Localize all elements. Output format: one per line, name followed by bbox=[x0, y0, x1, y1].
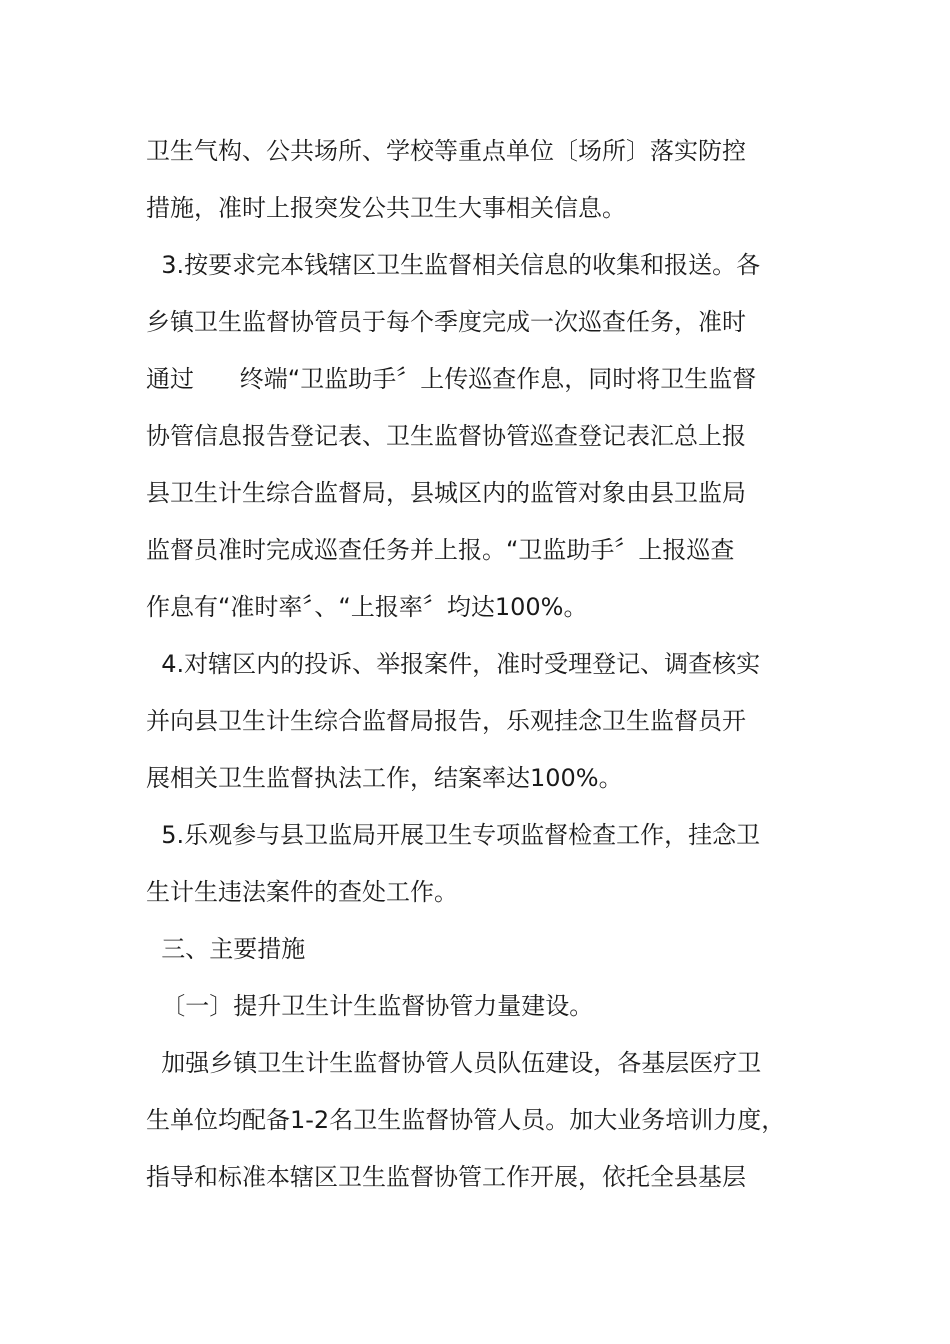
text-line: 作息有“准时率〞、“上报率〞均达100%。 bbox=[146, 593, 588, 621]
text-line: 4.对辖区内的投诉、举报案件，准时受理登记、调查核实 bbox=[146, 650, 761, 678]
text-line: 卫生气构、公共场所、学校等重点单位〔场所〕落实防控 bbox=[146, 137, 746, 165]
text-line: 展相关卫生监督执法工作，结案率达100%。 bbox=[146, 764, 623, 792]
text-line: 监督员准时完成巡查任务并上报。“卫监助手〞上报巡查 bbox=[146, 536, 735, 564]
section-heading: 三、主要措施 bbox=[146, 935, 306, 963]
text-line: 生单位均配备1-2名卫生监督协管人员。加大业务培训力度， bbox=[146, 1106, 786, 1134]
text-line: 生计生违法案件的查处工作。 bbox=[146, 878, 458, 906]
subsection-heading: 〔一〕提升卫生计生监督协管力量建设。 bbox=[146, 992, 594, 1020]
text-line: 并向县卫生计生综合监督局报告，乐观挂念卫生监督员开 bbox=[146, 707, 746, 735]
document-body bbox=[146, 128, 818, 1211]
text-line: 协管信息报告登记表、卫生监督协管巡查登记表汇总上报 bbox=[146, 422, 746, 450]
text-line: 措施，准时上报突发公共卫生大事相关信息。 bbox=[146, 194, 626, 222]
text-line: 乡镇卫生监督协管员于每个季度完成一次巡查任务，准时 bbox=[146, 308, 746, 336]
text-line: 指导和标准本辖区卫生监督协管工作开展，依托全县基层 bbox=[146, 1163, 746, 1191]
text-line: 县卫生计生综合监督局，县城区内的监管对象由县卫监局 bbox=[146, 479, 746, 507]
text-line: 加强乡镇卫生计生监督协管人员队伍建设，各基层医疗卫 bbox=[146, 1049, 762, 1077]
text-line: 通过 终端“卫监助手〞上传巡查作息，同时将卫生监督 bbox=[146, 365, 757, 393]
text-line: 3.按要求完本钱辖区卫生监督相关信息的收集和报送。各 bbox=[146, 251, 761, 279]
text-line: 5.乐观参与县卫监局开展卫生专项监督检查工作，挂念卫 bbox=[146, 821, 761, 849]
